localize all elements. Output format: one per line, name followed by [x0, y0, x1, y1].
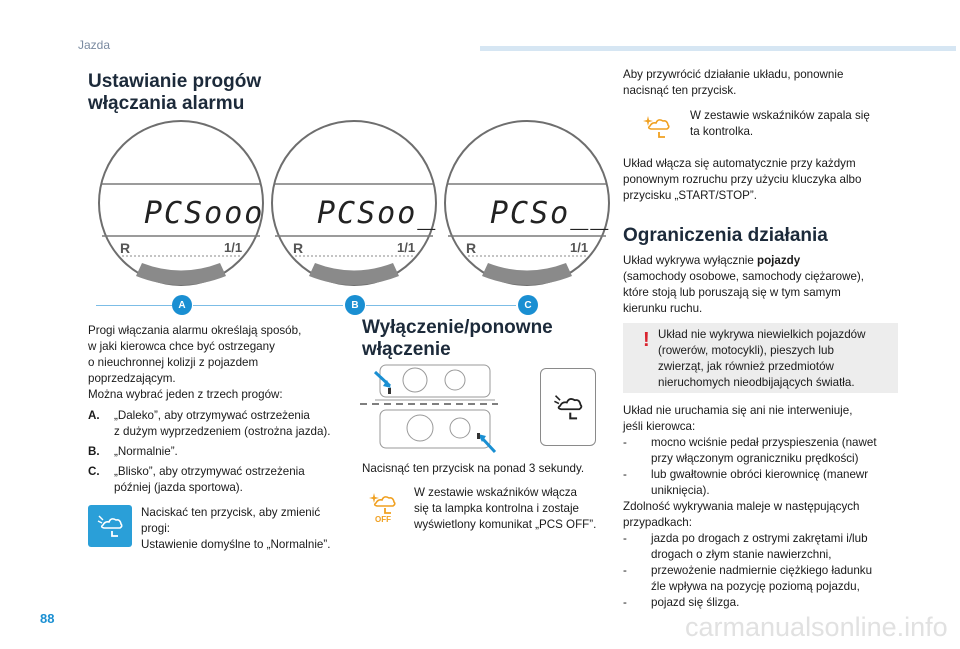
dial-label-a: A [172, 295, 192, 315]
header-bar [480, 46, 956, 51]
dial-a-gear-r: R [120, 240, 131, 256]
watermark: carmanualsonline.info [685, 612, 948, 642]
dial-c [445, 121, 610, 285]
option-a: A. „Daleko”, aby otrzymywać ostrzeżenia z dużym wyprzedzeniem (ostrożna jazda). [88, 409, 331, 438]
reenable-text: Aby przywrócić działanie układu, ponownie nacisnąć ten przycisk. [623, 68, 844, 97]
dashboard-illustration [360, 360, 500, 455]
dial-b-rule [193, 305, 343, 306]
lamp-note: W zestawie wskaźników zapala się ta kontrolka. [690, 109, 870, 138]
dial-b [272, 121, 437, 285]
option-b: B. „Normalnie”. [88, 445, 178, 458]
section-title-limits: Ograniczenia działania [623, 225, 828, 246]
option-c: C. „Blisko”, aby otrzymywać ostrzeżenia później (jazda sportowa). [88, 465, 305, 494]
section-title-thresholds: Ustawianie progów włączania alarmu [88, 71, 262, 114]
button-note: Naciskać ten przycisk, aby zmienić progi: Ustawienie domyślne to „Normalnie”. [141, 506, 331, 551]
dial-c-rule [366, 305, 516, 306]
pcs-switch-button-icon [540, 368, 596, 446]
svg-text:PCSoo_: PCSoo_ [317, 196, 438, 231]
svg-text:PCSo__: PCSo__ [490, 196, 611, 231]
dial-label-b: B [345, 295, 365, 315]
svg-text:PCSooo: PCSooo [144, 196, 265, 231]
dial-a [99, 121, 264, 285]
dial-a-rule [96, 305, 172, 306]
auto-enable-text: Układ włącza się automatycznie przy każdym ponownym rozruchu przy użyciu kluczyka albo przycisku „START/STOP”. [623, 157, 862, 202]
dial-b-gear-ratio: 1/1 [397, 240, 416, 255]
page-number: 88 [40, 611, 55, 626]
case-item-1: - jazda po drogach z ostrymi zakrętami i/lub drogach o złym stanie nawierzchni, [623, 532, 868, 561]
driver-item-2: - lub gwałtownie obróci kierownicę (manewr uniknięcia). [623, 468, 869, 497]
dial-label-c: C [518, 295, 538, 315]
no-trigger-section: Układ nie uruchamia się ani nie interweniuje, jeśli kierowca: - mocno wciśnie pedał przyspieszenia (nawet przy włączonym ograniczniku prędkości) - lub gwałtownie obróci kierownicę (manewr uniknięcia). Zdolność wykrywania maleje w następujących przypadkach: - jazda po drogach z ostrymi zakrętami i/lub drogach o złym stanie nawierzchni, - przewożenie nadmiernie ciężkiego ładunku źle wpływa na pozycję poziomą pojazdu, - pojazd się ślizga. [623, 403, 913, 611]
pcs-button-icon [88, 505, 132, 547]
press-instruction: Nacisnąć ten przycisk na ponad 3 sekundy. [362, 462, 585, 475]
dial-c-gear-r: R [466, 240, 477, 256]
threshold-dials [96, 118, 616, 296]
section-title-disable: Wyłączenie/ponowne włączenie [362, 317, 553, 360]
threshold-options [88, 408, 348, 496]
driver-item-1: - mocno wciśnie pedał przyspieszenia (nawet przy włączonym ograniczniku prędkości) [623, 436, 877, 465]
dial-a-gear-ratio: 1/1 [224, 240, 243, 255]
case-item-2: - przewożenie nadmiernie ciężkiego ładunku źle wpływa na pozycję poziomą pojazdu, [623, 564, 873, 593]
dial-b-gear-r: R [293, 240, 304, 256]
pcs-off-warning-icon: OFF [366, 489, 400, 525]
off-note: W zestawie wskaźników włącza się ta lampka kontrolna i zostaje wyświetlony komunikat „PCS OFF”. [414, 486, 597, 531]
thresholds-intro: Progi włączania alarmu określają sposób, w jaki kierowca chce być ostrzegany o nieuchronnej kolizji z pojazdem poprzedzającym. Można wybrać jeden z trzech progów: [88, 324, 302, 401]
warning-note: Układ nie wykrywa niewielkich pojazdów (rowerów, motocykli), pieszych lub zwierząt, jak również przedmiotów nieruchomych nieodbijających światła. [658, 328, 866, 389]
section-label: Jazda [78, 38, 111, 52]
dial-c-gear-ratio: 1/1 [570, 240, 589, 255]
pcs-lamp-icon [639, 109, 675, 145]
limits-intro: Układ wykrywa wyłącznie pojazdy (samochody osobowe, samochody ciężarowe), które stoją lub poruszają się w tym samym kierunku ruchu. [623, 254, 865, 315]
case-item-3: - pojazd się ślizga. [623, 596, 740, 609]
warning-icon: ! [643, 329, 650, 351]
